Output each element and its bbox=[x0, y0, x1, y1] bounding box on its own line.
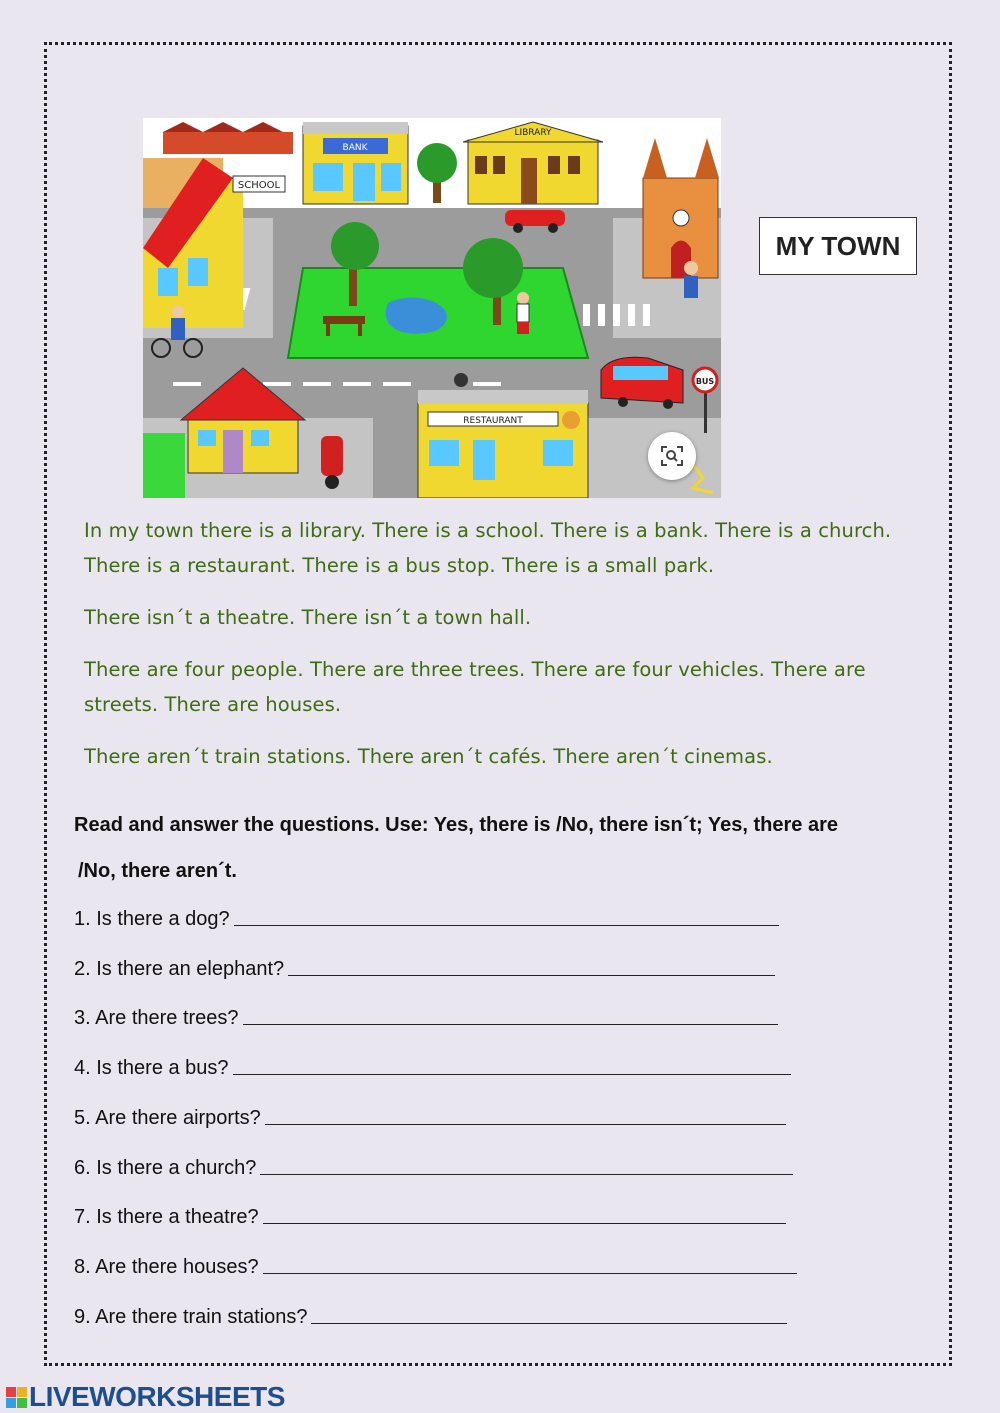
question-text: 1. Is there a dog? bbox=[74, 908, 230, 930]
lens-search-icon bbox=[659, 443, 685, 469]
question-row bbox=[74, 1251, 797, 1279]
question-text: 9. Are there train stations? bbox=[74, 1306, 308, 1328]
question-text: 5. Are there airports? bbox=[74, 1107, 261, 1129]
answer-line[interactable] bbox=[288, 974, 775, 976]
instructions-line-1: Read and answer the questions. Use: Yes, there is /No, there isn´t; Yes, there are bbox=[74, 814, 838, 836]
reading-paragraph-2: There isn´t a theatre. There isn´t a town hall. bbox=[84, 606, 532, 629]
instructions-line-2: /No, there aren´t. bbox=[78, 860, 237, 882]
library-label: LIBRARY bbox=[514, 128, 552, 138]
question-row bbox=[74, 1002, 778, 1030]
question-row bbox=[74, 953, 775, 981]
visual-search-button[interactable] bbox=[648, 432, 696, 480]
answer-line[interactable] bbox=[265, 1123, 786, 1125]
logo-mark-icon bbox=[6, 1387, 27, 1408]
answer-line[interactable] bbox=[260, 1173, 793, 1175]
answer-line[interactable] bbox=[263, 1272, 797, 1274]
question-text: 8. Are there houses? bbox=[74, 1256, 259, 1278]
answer-line[interactable] bbox=[233, 1073, 791, 1075]
school-label: SCHOOL bbox=[237, 180, 281, 191]
answer-line[interactable] bbox=[263, 1222, 786, 1224]
logo-text: LIVEWORKSHEETS bbox=[29, 1381, 285, 1412]
answer-line[interactable] bbox=[243, 1023, 778, 1025]
reading-paragraph-3: There are four people. There are three trees. There are four vehicles. There are streets. There are houses. bbox=[84, 658, 866, 716]
question-text: 3. Are there trees? bbox=[74, 1007, 239, 1029]
question-text: 4. Is there a bus? bbox=[74, 1057, 229, 1079]
restaurant-label: RESTAURANT bbox=[463, 416, 523, 426]
question-row bbox=[74, 1301, 787, 1329]
town-illustration bbox=[143, 118, 721, 498]
question-text: 6. Is there a church? bbox=[74, 1157, 257, 1179]
reading-paragraph-1: In my town there is a library. There is a school. There is a bank. There is a church. There is a restaurant. There is a bus stop. There is a small park. bbox=[84, 519, 892, 577]
question-text: 7. Is there a theatre? bbox=[74, 1206, 259, 1228]
bus-stop-label: BUS bbox=[695, 377, 715, 386]
liveworksheets-logo[interactable] bbox=[6, 1381, 285, 1413]
question-row bbox=[74, 903, 779, 931]
answer-line[interactable] bbox=[311, 1322, 787, 1324]
question-row bbox=[74, 1102, 786, 1130]
question-row bbox=[74, 1152, 793, 1180]
question-row bbox=[74, 1052, 791, 1080]
worksheet-title: MY TOWN bbox=[759, 217, 917, 275]
question-text: 2. Is there an elephant? bbox=[74, 958, 285, 980]
bank-label: BANK bbox=[342, 143, 368, 153]
reading-paragraph-4: There aren´t train stations. There aren´t cafés. There aren´t cinemas. bbox=[84, 745, 773, 768]
question-row bbox=[74, 1201, 786, 1229]
answer-line[interactable] bbox=[234, 924, 779, 926]
